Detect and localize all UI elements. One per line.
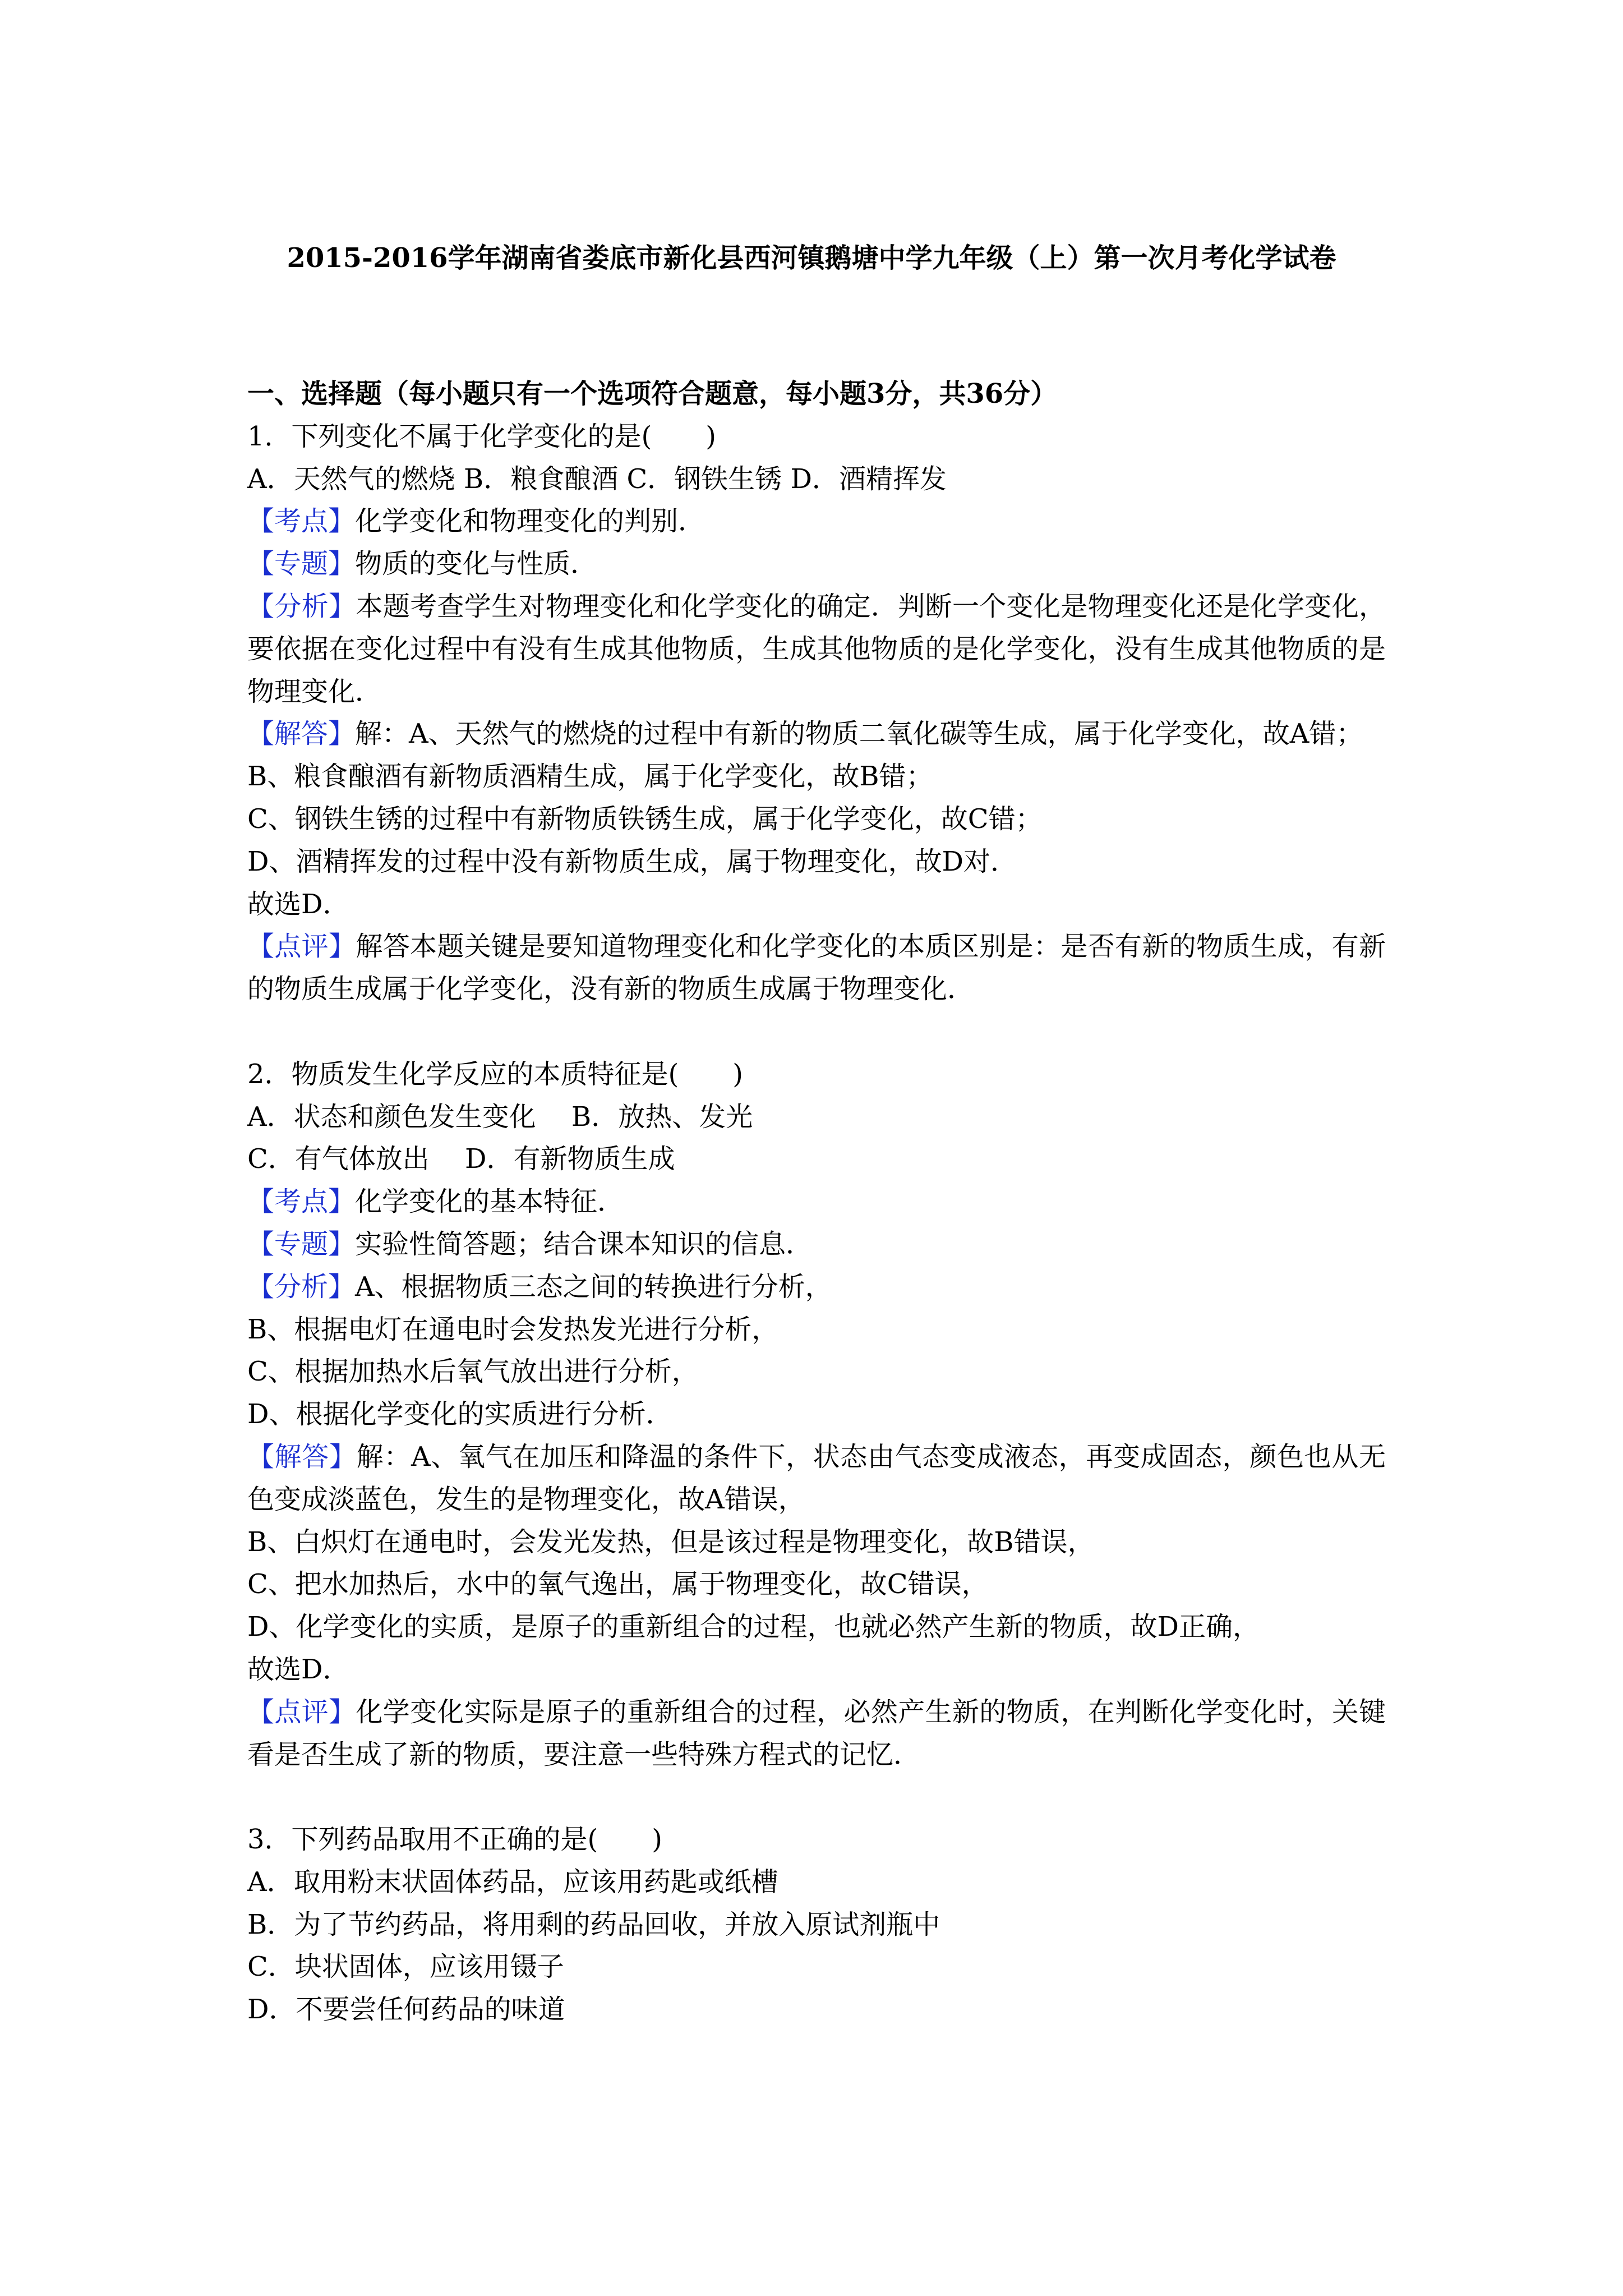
question-options: A．状态和颜色发生变化 B．放热、发光 <box>247 1101 753 1133</box>
dianping-tag: 【点评】 <box>247 1696 356 1728</box>
zhuanti-row <box>247 543 1386 586</box>
question-stem: 3．下列药品取用不正确的是( ) <box>247 1824 662 1856</box>
kaodian-tag: 【考点】 <box>247 505 356 537</box>
dianping-text: 解答本题关键是要知道物理变化和化学变化的本质区别是：是否有新的物质生成，有新的物质生成属于化学变化，没有新的物质生成属于物理变化． <box>247 931 1386 1005</box>
dianping-text: 化学变化实际是原子的重新组合的过程，必然产生新的物质，在判断化学变化时，关键看是否生成了新的物质，要注意一些特殊方程式的记忆． <box>247 1696 1386 1770</box>
question-1 <box>247 416 1386 1011</box>
question-option: A．取用粉末状固体药品，应该用药匙或纸槽 <box>247 1866 778 1898</box>
page-title: 2015-2016学年湖南省娄底市新化县西河镇鹅塘中学九年级（上）第一次月考化学试卷 <box>287 242 1336 274</box>
fenxi-line: B、根据电灯在通电时会发热发光进行分析， <box>247 1313 779 1345</box>
question-option: C．块状固体，应该用镊子 <box>247 1951 564 1983</box>
question-2 <box>247 1053 1386 1777</box>
spacer <box>247 1776 1386 1819</box>
zhuanti-tag: 【专题】 <box>247 548 356 580</box>
dianping-row <box>247 926 1386 1011</box>
kaodian-text: 化学变化和物理变化的判别． <box>355 505 706 537</box>
fenxi-text: A、根据物质三态之间的转换进行分析， <box>355 1271 832 1303</box>
jieda-line: C、钢铁生锈的过程中有新物质铁锈生成，属于化学变化，故C错； <box>247 803 1043 835</box>
kaodian-row <box>247 1181 1386 1223</box>
section-heading: 一、选择题（每小题只有一个选项符合题意，每小题3分，共36分） <box>247 378 1058 409</box>
jieda-line: D、酒精挥发的过程中没有新物质生成，属于物理变化，故D对． <box>247 845 1017 877</box>
zhuanti-tag: 【专题】 <box>247 1228 356 1260</box>
zhuanti-text: 实验性简答题；结合课本知识的信息． <box>355 1228 813 1260</box>
question-options: C．有气体放出 D．有新物质生成 <box>247 1143 675 1175</box>
kaodian-text: 化学变化的基本特征． <box>355 1186 625 1218</box>
jieda-line: 故选D． <box>247 1653 350 1685</box>
jieda-line: B、粮食酿酒有新物质酒精生成，属于化学变化，故B错； <box>247 761 933 793</box>
fenxi-tag: 【分析】 <box>247 590 356 622</box>
kaodian-tag: 【考点】 <box>247 1186 356 1218</box>
jieda-line: C、把水加热后，水中的氧气逸出，属于物理变化，故C错误， <box>247 1568 989 1600</box>
jieda-line: B、白炽灯在通电时，会发光发热，但是该过程是物理变化，故B错误， <box>247 1526 1095 1558</box>
jieda-text: 解：A、天然气的燃烧的过程中有新的物质二氧化碳等生成，属于化学变化，故A错； <box>355 718 1363 750</box>
dianping-tag: 【点评】 <box>247 931 356 963</box>
jieda-row <box>247 713 1386 756</box>
fenxi-tag: 【分析】 <box>247 1271 356 1303</box>
dianping-row <box>247 1691 1386 1777</box>
fenxi-line: C、根据加热水后氧气放出进行分析， <box>247 1356 699 1388</box>
kaodian-row <box>247 500 1386 543</box>
question-stem: 1．下列变化不属于化学变化的是( ) <box>247 420 716 452</box>
question-options: A．天然气的燃烧 B．粮食酿酒 C．钢铁生锈 D．酒精挥发 <box>247 463 947 495</box>
zhuanti-text: 物质的变化与性质． <box>355 548 598 580</box>
spacer <box>247 1011 1386 1053</box>
fenxi-row <box>247 1266 1386 1309</box>
question-option: D．不要尝任何药品的味道 <box>247 1994 565 2026</box>
jieda-tag: 【解答】 <box>247 718 356 750</box>
exam-content <box>247 373 1386 2031</box>
question-stem: 2．物质发生化学反应的本质特征是( ) <box>247 1058 743 1090</box>
jieda-row <box>247 1436 1386 1521</box>
fenxi-row <box>247 586 1386 713</box>
jieda-line: 故选D． <box>247 888 350 920</box>
question-option: B．为了节约药品，将用剩的药品回收，并放入原试剂瓶中 <box>247 1908 940 1940</box>
question-3 <box>247 1819 1386 2031</box>
fenxi-line: D、根据化学变化的实质进行分析． <box>247 1398 673 1430</box>
jieda-line: D、化学变化的实质，是原子的重新组合的过程，也就必然产生新的物质，故D正确， <box>247 1611 1260 1643</box>
fenxi-text: 本题考查学生对物理变化和化学变化的确定．判断一个变化是物理变化还是化学变化，要依据在变化过程中有没有生成其他物质，生成其他物质的是化学变化，没有生成其他物质的是物理变化． <box>247 590 1386 707</box>
zhuanti-row <box>247 1223 1386 1266</box>
jieda-tag: 【解答】 <box>247 1441 357 1473</box>
jieda-text: 解：A、氧气在加压和降温的条件下，状态由气态变成液态，再变成固态，颜色也从无色变成淡蓝色，发生的是物理变化，故A错误， <box>247 1441 1386 1515</box>
